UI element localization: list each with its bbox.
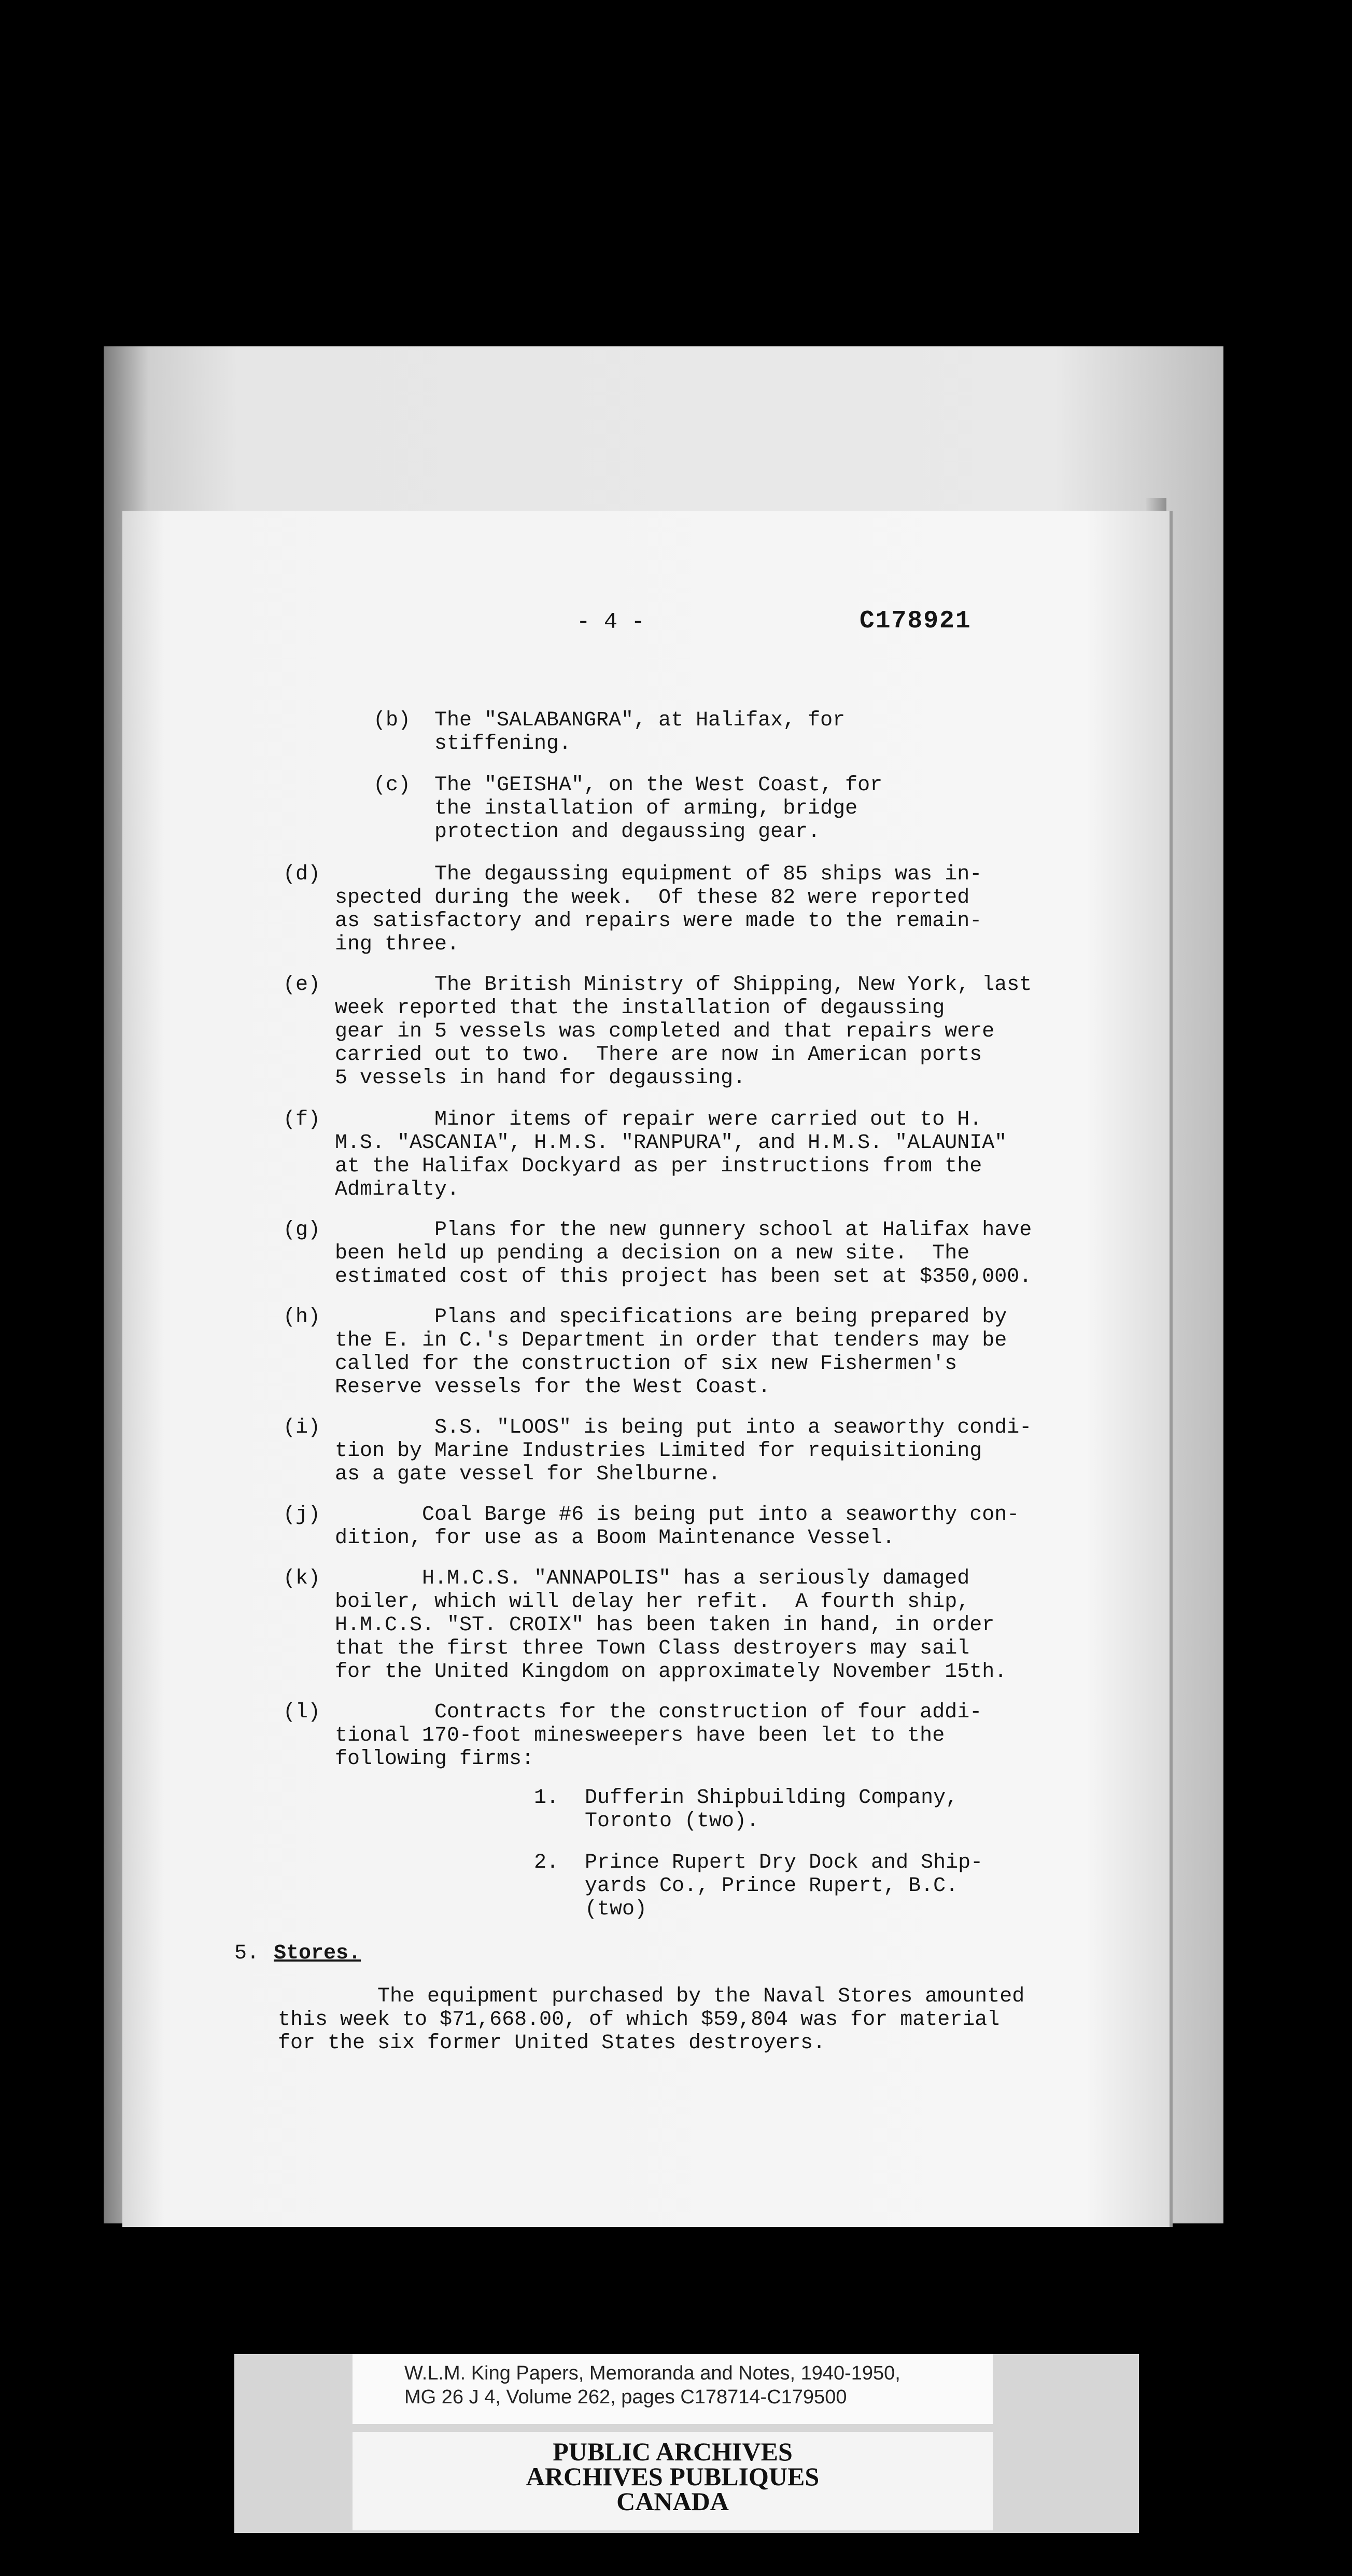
- item-d-line: The degaussing equipment of 85 ships was in-: [335, 863, 982, 886]
- item-k-line: that the first three Town Class destroyers may sail: [335, 1637, 970, 1660]
- firm-number: 2.: [534, 1851, 559, 1874]
- stamp-line: CANADA: [616, 2487, 729, 2516]
- item-c-line: protection and degaussing gear.: [434, 820, 821, 844]
- firm-line: (two): [585, 1898, 647, 1921]
- item-label-e: (e): [283, 973, 321, 997]
- item-g-line: been held up pending a decision on a new site. The: [335, 1242, 970, 1265]
- item-f-line: M.S. "ASCANIA", H.M.S. "RANPURA", and H.M.S. "ALAUNIA": [335, 1131, 1007, 1155]
- item-l-line: Contracts for the construction of four addi-: [335, 1701, 982, 1724]
- section-number: 5.: [234, 1942, 260, 1965]
- item-e-line: carried out to two. There are now in American ports: [335, 1043, 982, 1067]
- item-k-line: boiler, which will delay her refit. A fourth ship,: [335, 1590, 970, 1614]
- item-label-c: (c): [373, 774, 411, 797]
- citation-line: MG 26 J 4, Volume 262, pages C178714-C179500: [404, 2386, 847, 2408]
- firm-line: Prince Rupert Dry Dock and Ship-: [585, 1851, 983, 1874]
- item-label-g: (g): [283, 1219, 321, 1242]
- firm-line: Toronto (two).: [585, 1810, 759, 1833]
- citation-line: W.L.M. King Papers, Memoranda and Notes, 1940-1950,: [404, 2362, 900, 2384]
- item-k-line: for the United Kingdom on approximately November 15th.: [335, 1660, 1007, 1684]
- item-g-line: Plans for the new gunnery school at Halifax have: [335, 1219, 1032, 1242]
- item-i-line: as a gate vessel for Shelburne.: [335, 1463, 721, 1486]
- item-d-line: ing three.: [335, 933, 460, 956]
- item-j-line: dition, for use as a Boom Maintenance Vessel.: [335, 1527, 895, 1550]
- archive-citation-label: [353, 2354, 993, 2424]
- item-e-line: 5 vessels in hand for degaussing.: [335, 1067, 746, 1090]
- item-k-line: H.M.C.S. "ANNAPOLIS" has a seriously damaged: [335, 1567, 970, 1590]
- item-h-line: Plans and specifications are being prepared by: [335, 1306, 1007, 1329]
- document-id: C178921: [860, 607, 971, 635]
- item-b-line: stiffening.: [434, 732, 572, 755]
- item-label-l: (l): [283, 1701, 321, 1724]
- item-h-line: the E. in C.'s Department in order that tenders may be: [335, 1329, 1007, 1352]
- page-number: - 4 -: [576, 609, 645, 635]
- item-label-b: (b): [373, 709, 411, 732]
- item-h-line: Reserve vessels for the West Coast.: [335, 1376, 771, 1399]
- item-l-line: tional 170-foot minesweepers have been let to the: [335, 1724, 945, 1747]
- item-i-line: S.S. "LOOS" is being put into a seaworthy condi-: [335, 1416, 1032, 1439]
- firm-line: Dufferin Shipbuilding Company,: [585, 1786, 959, 1810]
- item-f-line: Minor items of repair were carried out to H.: [335, 1108, 982, 1131]
- item-label-j: (j): [283, 1503, 321, 1527]
- item-f-line: at the Halifax Dockyard as per instructions from the: [335, 1155, 982, 1178]
- item-d-line: as satisfactory and repairs were made to the remain-: [335, 909, 982, 933]
- firm-number: 1.: [534, 1786, 559, 1810]
- item-k-line: H.M.C.S. "ST. CROIX" has been taken in hand, in order: [335, 1614, 995, 1637]
- item-label-i: (i): [283, 1416, 321, 1439]
- item-d-line: spected during the week. Of these 82 were reported: [335, 886, 970, 909]
- item-e-line: gear in 5 vessels was completed and that repairs were: [335, 1020, 995, 1043]
- firm-line: yards Co., Prince Rupert, B.C.: [585, 1874, 959, 1898]
- item-g-line: estimated cost of this project has been set at $350,000.: [335, 1265, 1032, 1289]
- item-f-line: Admiralty.: [335, 1178, 460, 1201]
- item-e-line: The British Ministry of Shipping, New York, last: [335, 973, 1032, 997]
- item-j-line: Coal Barge #6 is being put into a seaworthy con-: [335, 1503, 1020, 1527]
- item-l-line: following firms:: [335, 1747, 534, 1771]
- section-line: The equipment purchased by the Naval Stores amounted: [278, 1985, 1025, 2008]
- archive-stamp: [353, 2432, 993, 2530]
- stamp-line: PUBLIC ARCHIVES: [553, 2437, 793, 2466]
- item-label-f: (f): [283, 1108, 321, 1131]
- stamp-line: ARCHIVES PUBLIQUES: [526, 2462, 820, 2491]
- item-label-k: (k): [283, 1567, 321, 1590]
- item-h-line: called for the construction of six new Fishermen's: [335, 1352, 957, 1376]
- section-line: this week to $71,668.00, of which $59,804 was for material: [278, 2008, 1000, 2032]
- section-title: Stores.: [274, 1942, 361, 1965]
- item-i-line: tion by Marine Industries Limited for requisitioning: [335, 1439, 982, 1463]
- item-c-line: the installation of arming, bridge: [434, 797, 858, 820]
- item-e-line: week reported that the installation of degaussing: [335, 997, 945, 1020]
- section-line: for the six former United States destroyers.: [278, 2032, 826, 2055]
- item-b-line: The "SALABANGRA", at Halifax, for: [434, 709, 846, 732]
- item-label-h: (h): [283, 1306, 321, 1329]
- item-c-line: The "GEISHA", on the West Coast, for: [434, 774, 883, 797]
- item-label-d: (d): [283, 863, 321, 886]
